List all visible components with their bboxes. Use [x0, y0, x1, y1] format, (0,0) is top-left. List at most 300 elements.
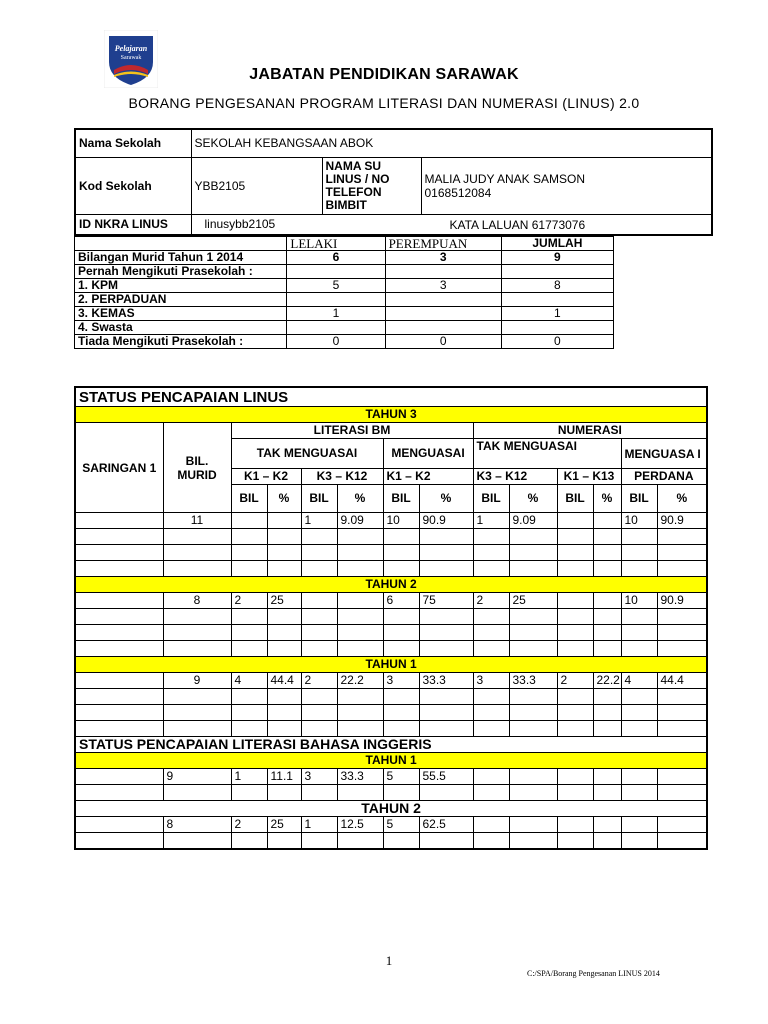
- data-cell: 2: [231, 817, 267, 833]
- data-cell: 22.2: [337, 673, 383, 689]
- data-cell: 9.09: [337, 513, 383, 529]
- data-cell: [231, 513, 267, 529]
- table-row: [75, 689, 707, 705]
- bil-header: BIL: [557, 485, 593, 513]
- data-cell: 9: [163, 673, 231, 689]
- row-label: 3. KEMAS: [75, 307, 287, 321]
- k1-k2-menguasai-header: K1 – K2: [383, 469, 473, 485]
- empty-cell: [75, 641, 163, 657]
- empty-cell: [621, 529, 657, 545]
- data-cell: 5: [383, 769, 419, 785]
- data-cell: 75: [419, 593, 473, 609]
- k1-k13-header: K1 – K13: [557, 469, 621, 485]
- empty-cell: [267, 609, 301, 625]
- empty-cell: [231, 689, 267, 705]
- data-cell: 33.3: [419, 673, 473, 689]
- empty-cell: [593, 625, 621, 641]
- bil-header: BIL: [301, 485, 337, 513]
- table-row: [75, 721, 707, 737]
- empty-cell: [163, 833, 231, 850]
- empty-cell: [231, 545, 267, 561]
- status-table: [74, 386, 708, 850]
- empty-cell: [593, 609, 621, 625]
- empty-cell: [657, 705, 707, 721]
- contact-cell: [421, 157, 712, 214]
- empty-cell: [231, 625, 267, 641]
- empty-cell: [383, 705, 419, 721]
- status-title: STATUS PENCAPAIAN LINUS: [75, 387, 707, 407]
- data-cell: 10: [383, 513, 419, 529]
- empty-cell: [657, 785, 707, 801]
- enrolment-row: [75, 293, 614, 307]
- empty-cell: [557, 689, 593, 705]
- eng-tahun1-banner: TAHUN 1: [75, 753, 707, 769]
- saringan-header: SARINGAN 1: [75, 423, 163, 513]
- empty-cell: [657, 721, 707, 737]
- empty-cell: [657, 689, 707, 705]
- menguasai-num-header: MENGUASA I: [621, 439, 707, 469]
- empty-cell: [419, 689, 473, 705]
- empty-cell: [419, 721, 473, 737]
- empty-cell: [163, 609, 231, 625]
- table-row: [75, 833, 707, 850]
- empty-cell: [163, 705, 231, 721]
- empty-cell: [473, 545, 509, 561]
- empty-cell: [163, 545, 231, 561]
- row-label: Bilangan Murid Tahun 1 2014: [75, 251, 287, 265]
- empty-cell: [621, 689, 657, 705]
- empty-cell: [75, 625, 163, 641]
- empty-cell: [621, 625, 657, 641]
- empty-cell: [557, 641, 593, 657]
- empty-cell: [509, 545, 557, 561]
- cell-lelaki: [287, 321, 385, 335]
- empty-cell: [301, 609, 337, 625]
- empty-cell: [383, 785, 419, 801]
- data-cell: [557, 513, 593, 529]
- empty-cell: [509, 705, 557, 721]
- page-number: 1: [385, 953, 393, 968]
- saringan-cell: [75, 673, 163, 689]
- cell-perempuan: 0: [385, 335, 501, 349]
- row-label: Pernah Mengikuti Prasekolah :: [75, 265, 287, 279]
- k3-k12-header: K3 – K12: [301, 469, 383, 485]
- header-jumlah: JUMLAH: [501, 237, 613, 251]
- empty-cell: [557, 529, 593, 545]
- table-row: [75, 529, 707, 545]
- cell-lelaki: 6: [287, 251, 385, 265]
- empty-cell: [337, 545, 383, 561]
- table-row: [75, 641, 707, 657]
- empty-cell: [557, 625, 593, 641]
- data-cell: 2: [473, 593, 509, 609]
- bil-header: BIL: [383, 485, 419, 513]
- table-row: [75, 561, 707, 577]
- data-cell: 25: [267, 817, 301, 833]
- empty-cell: [267, 785, 301, 801]
- empty-cell: [621, 641, 657, 657]
- empty-cell: [509, 785, 557, 801]
- eng-tahun1-rows: [75, 769, 707, 801]
- empty-cell: [621, 833, 657, 850]
- tahun1-rows: [75, 673, 707, 737]
- cell-lelaki: 5: [287, 279, 385, 293]
- empty-cell: [301, 721, 337, 737]
- empty-cell: [75, 705, 163, 721]
- empty-cell: [419, 625, 473, 641]
- data-cell: 11: [163, 513, 231, 529]
- nkra-label: ID NKRA LINUS: [75, 214, 191, 235]
- tak-menguasai-num-header: TAK MENGUASAI: [473, 439, 621, 469]
- empty-cell: [337, 721, 383, 737]
- empty-cell: [419, 545, 473, 561]
- empty-cell: [621, 705, 657, 721]
- empty-cell: [473, 833, 509, 850]
- contact-label: NAMA SU LINUS / NO TELEFON BIMBIT: [322, 157, 421, 214]
- data-cell: 22.2: [593, 673, 621, 689]
- cell-jumlah: 9: [501, 251, 613, 265]
- empty-cell: [231, 641, 267, 657]
- data-cell: 5: [383, 817, 419, 833]
- pct-header: %: [419, 485, 473, 513]
- table-row: [75, 705, 707, 721]
- cell-perempuan: [385, 293, 501, 307]
- empty-cell: [473, 769, 509, 785]
- empty-cell: [383, 641, 419, 657]
- empty-cell: [473, 625, 509, 641]
- empty-cell: [75, 545, 163, 561]
- empty-cell: [593, 641, 621, 657]
- nkra-value: linusybb2105: [204, 217, 276, 232]
- empty-cell: [509, 609, 557, 625]
- enrolment-table: [74, 236, 614, 349]
- empty-cell: [337, 785, 383, 801]
- empty-cell: [621, 561, 657, 577]
- saringan-cell: [75, 513, 163, 529]
- cell-perempuan: [385, 307, 501, 321]
- data-cell: 44.4: [267, 673, 301, 689]
- empty-cell: [163, 625, 231, 641]
- data-cell: 33.3: [337, 769, 383, 785]
- empty-cell: [337, 529, 383, 545]
- empty-cell: [75, 785, 163, 801]
- data-cell: 1: [231, 769, 267, 785]
- empty-cell: [419, 529, 473, 545]
- empty-cell: [657, 641, 707, 657]
- empty-cell: [473, 705, 509, 721]
- data-cell: 2: [557, 673, 593, 689]
- data-cell: 25: [509, 593, 557, 609]
- empty-cell: [509, 641, 557, 657]
- cell-perempuan: 3: [385, 251, 501, 265]
- empty-cell: [657, 609, 707, 625]
- data-cell: [593, 513, 621, 529]
- empty-cell: [557, 609, 593, 625]
- empty-cell: [383, 689, 419, 705]
- empty-cell: [419, 785, 473, 801]
- school-code-value: YBB2105: [191, 157, 322, 214]
- empty-cell: [473, 785, 509, 801]
- empty-cell: [383, 625, 419, 641]
- data-cell: [593, 593, 621, 609]
- cell-perempuan: [385, 265, 501, 279]
- empty-cell: [557, 705, 593, 721]
- header-lelaki: LELAKI: [287, 237, 385, 251]
- empty-cell: [473, 561, 509, 577]
- pct-header: %: [267, 485, 301, 513]
- empty-cell: [473, 689, 509, 705]
- empty-cell: [557, 817, 593, 833]
- table-row: [75, 593, 707, 609]
- tahun3-rows: [75, 513, 707, 577]
- empty-cell: [163, 689, 231, 705]
- data-cell: 8: [163, 817, 231, 833]
- empty-cell: [509, 689, 557, 705]
- data-cell: 4: [621, 673, 657, 689]
- empty-cell: [593, 561, 621, 577]
- data-cell: 44.4: [657, 673, 707, 689]
- empty-cell: [657, 769, 707, 785]
- data-cell: 62.5: [419, 817, 473, 833]
- empty-cell: [301, 705, 337, 721]
- empty-cell: [267, 721, 301, 737]
- cell-lelaki: [287, 293, 385, 307]
- school-name-value: SEKOLAH KEBANGSAAN ABOK: [191, 129, 712, 157]
- empty-cell: [593, 833, 621, 850]
- empty-cell: [621, 721, 657, 737]
- empty-cell: [267, 705, 301, 721]
- empty-cell: [267, 689, 301, 705]
- empty-cell: [163, 785, 231, 801]
- password-value: KATA LALUAN 61773076: [449, 217, 586, 232]
- empty-cell: [419, 833, 473, 850]
- empty-cell: [75, 833, 163, 850]
- empty-cell: [163, 721, 231, 737]
- tahun2-banner: TAHUN 2: [75, 577, 707, 593]
- empty-cell: [473, 609, 509, 625]
- empty-cell: [509, 529, 557, 545]
- empty-cell: [301, 785, 337, 801]
- empty-cell: [419, 561, 473, 577]
- tahun3-banner: TAHUN 3: [75, 407, 707, 423]
- empty-cell: [509, 721, 557, 737]
- empty-cell: [231, 561, 267, 577]
- empty-cell: [301, 625, 337, 641]
- english-title: STATUS PENCAPAIAN LITERASI BAHASA INGGERIS: [75, 737, 707, 753]
- footer-path: C:/SPA/Borang Pengesanan LINUS 2014: [527, 969, 660, 978]
- empty-cell: [337, 833, 383, 850]
- cell-jumlah: 8: [501, 279, 613, 293]
- menguasai-header: MENGUASAI: [383, 439, 473, 469]
- table-row: [75, 609, 707, 625]
- data-cell: [267, 513, 301, 529]
- empty-cell: [473, 641, 509, 657]
- empty-cell: [621, 609, 657, 625]
- perdana-header: PERDANA: [621, 469, 707, 485]
- empty-cell: [267, 561, 301, 577]
- empty-cell: [231, 529, 267, 545]
- empty-cell: [557, 545, 593, 561]
- empty-cell: [657, 529, 707, 545]
- empty-cell: [301, 833, 337, 850]
- data-cell: 3: [301, 769, 337, 785]
- data-cell: 9.09: [509, 513, 557, 529]
- data-cell: 8: [163, 593, 231, 609]
- empty-cell: [163, 561, 231, 577]
- table-row: [75, 513, 707, 529]
- data-cell: 10: [621, 513, 657, 529]
- cell-perempuan: [385, 321, 501, 335]
- enrolment-row: [75, 265, 614, 279]
- empty-cell: [383, 529, 419, 545]
- school-info-table: [74, 128, 713, 236]
- data-cell: 2: [301, 673, 337, 689]
- empty-cell: [163, 641, 231, 657]
- data-cell: [557, 593, 593, 609]
- tak-menguasai-header: TAK MENGUASAI: [231, 439, 383, 469]
- data-cell: 90.9: [657, 593, 707, 609]
- table-row: [75, 785, 707, 801]
- empty-cell: [593, 785, 621, 801]
- enrolment-row: [75, 279, 614, 293]
- data-cell: [337, 593, 383, 609]
- empty-cell: [337, 561, 383, 577]
- data-cell: 3: [383, 673, 419, 689]
- empty-cell: [593, 689, 621, 705]
- empty-cell: [621, 785, 657, 801]
- empty-cell: [75, 561, 163, 577]
- bil-murid-header: BIL. MURID: [163, 423, 231, 513]
- empty-cell: [337, 705, 383, 721]
- pct-header: %: [337, 485, 383, 513]
- empty-cell: [383, 561, 419, 577]
- empty-cell: [593, 769, 621, 785]
- empty-cell: [267, 625, 301, 641]
- empty-cell: [593, 721, 621, 737]
- empty-cell: [473, 817, 509, 833]
- table-row: [75, 545, 707, 561]
- saringan-cell: [75, 593, 163, 609]
- empty-cell: [301, 545, 337, 561]
- data-cell: 2: [231, 593, 267, 609]
- empty-cell: [75, 529, 163, 545]
- empty-cell: [621, 769, 657, 785]
- empty-cell: [593, 817, 621, 833]
- empty-cell: [509, 833, 557, 850]
- data-cell: 3: [473, 673, 509, 689]
- empty-cell: [231, 721, 267, 737]
- empty-cell: [383, 609, 419, 625]
- k3-k12-num-header: K3 – K12: [473, 469, 557, 485]
- eng-tahun2-banner: TAHUN 2: [75, 801, 707, 817]
- numerasi-header: NUMERASI: [473, 423, 707, 439]
- empty-cell: [337, 609, 383, 625]
- empty-cell: [557, 561, 593, 577]
- data-cell: 10: [621, 593, 657, 609]
- pct-header: %: [657, 485, 707, 513]
- empty-cell: [301, 529, 337, 545]
- row-label: 1. KPM: [75, 279, 287, 293]
- bil-header: BIL: [473, 485, 509, 513]
- empty-cell: [301, 641, 337, 657]
- data-cell: 1: [473, 513, 509, 529]
- empty-cell: [383, 833, 419, 850]
- empty-cell: [557, 721, 593, 737]
- data-cell: 33.3: [509, 673, 557, 689]
- empty-cell: [557, 833, 593, 850]
- table-row: [75, 673, 707, 689]
- cell-jumlah: [501, 265, 613, 279]
- data-cell: 11.1: [267, 769, 301, 785]
- data-cell: 9: [163, 769, 231, 785]
- empty-cell: [419, 705, 473, 721]
- empty-cell: [657, 817, 707, 833]
- empty-cell: [301, 561, 337, 577]
- data-cell: 4: [231, 673, 267, 689]
- tahun1-banner: TAHUN 1: [75, 657, 707, 673]
- cell-jumlah: [501, 293, 613, 307]
- data-cell: 25: [267, 593, 301, 609]
- contact-name: MALIA JUDY ANAK SAMSON: [424, 171, 585, 186]
- empty-cell: [593, 705, 621, 721]
- empty-cell: [657, 545, 707, 561]
- data-cell: 1: [301, 817, 337, 833]
- empty-cell: [557, 785, 593, 801]
- contact-phone: 0168512084: [424, 185, 492, 200]
- cell-lelaki: 1: [287, 307, 385, 321]
- empty-cell: [231, 705, 267, 721]
- tahun2-rows: [75, 593, 707, 657]
- saringan-cell: [75, 769, 163, 785]
- page-subtitle: BORANG PENGESANAN PROGRAM LITERASI DAN NUMERASI (LINUS) 2.0: [128, 95, 640, 111]
- empty-cell: [621, 817, 657, 833]
- empty-cell: [419, 609, 473, 625]
- empty-cell: [75, 609, 163, 625]
- page-title: JABATAN PENDIDIKAN SARAWAK: [249, 66, 519, 83]
- data-cell: 1: [301, 513, 337, 529]
- empty-cell: [473, 529, 509, 545]
- empty-cell: [657, 561, 707, 577]
- cell-jumlah: 1: [501, 307, 613, 321]
- empty-cell: [383, 545, 419, 561]
- empty-cell: [267, 833, 301, 850]
- empty-cell: [593, 545, 621, 561]
- empty-cell: [267, 545, 301, 561]
- data-cell: 90.9: [657, 513, 707, 529]
- empty-cell: [657, 625, 707, 641]
- logo-text-top: Pelajaran: [114, 44, 148, 53]
- empty-cell: [509, 561, 557, 577]
- empty-cell: [75, 721, 163, 737]
- table-row: [75, 817, 707, 833]
- empty-cell: [231, 833, 267, 850]
- data-cell: 90.9: [419, 513, 473, 529]
- table-row: [75, 625, 707, 641]
- empty-cell: [337, 625, 383, 641]
- empty-cell: [419, 641, 473, 657]
- enrolment-row: [75, 307, 614, 321]
- empty-cell: [383, 721, 419, 737]
- enrolment-row: [75, 335, 614, 349]
- data-cell: [301, 593, 337, 609]
- data-cell: 55.5: [419, 769, 473, 785]
- nkra-cell: [191, 214, 712, 235]
- eng-tahun2-rows: [75, 817, 707, 850]
- logo-text-bottom: Sarawak: [120, 55, 142, 61]
- empty-cell: [163, 529, 231, 545]
- row-label: 2. PERPADUAN: [75, 293, 287, 307]
- empty-cell: [621, 545, 657, 561]
